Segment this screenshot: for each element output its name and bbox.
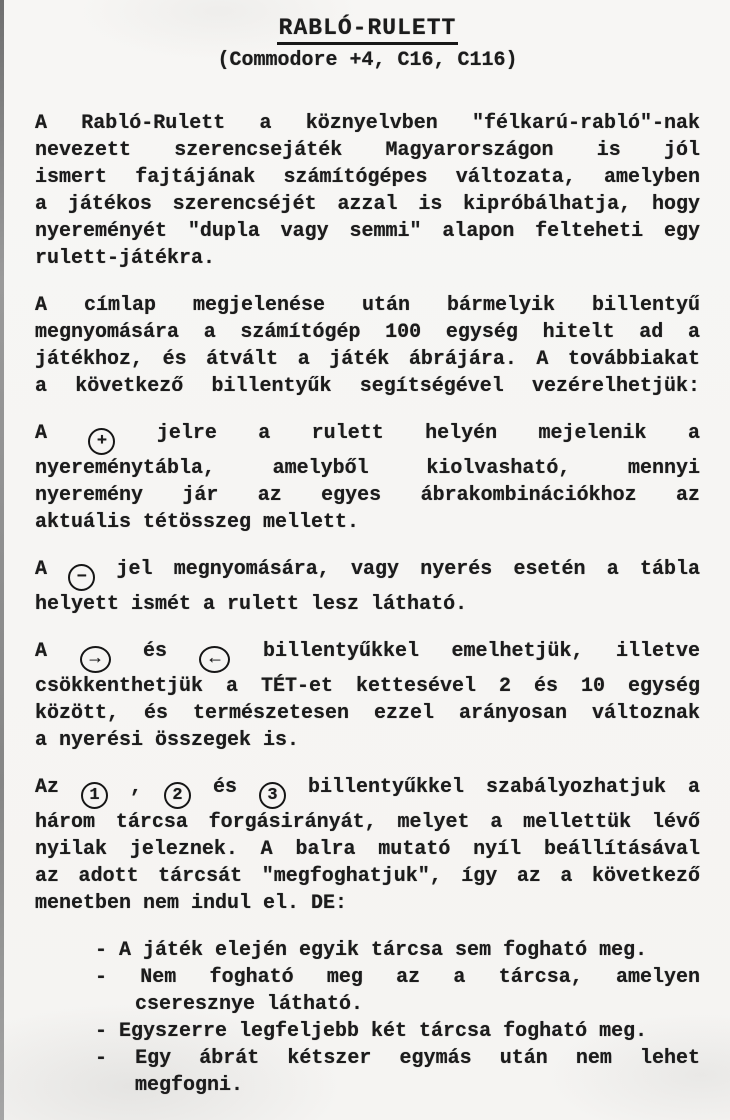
page-subtitle: (Commodore +4, C16, C116) bbox=[217, 49, 518, 72]
document-page bbox=[35, 14, 700, 1119]
text-line: nyilak jeleznek. A balra mutató nyíl beállításával bbox=[35, 837, 700, 861]
text-line: a nyerési összegek is. bbox=[35, 728, 300, 752]
text-line: megnyomására a számítógép 100 egység hitelt ad a bbox=[35, 321, 700, 344]
text-line: nyereménytábla, amelyből kiolvasható, mennyi bbox=[35, 457, 700, 480]
text-line: a játékos szerencséjét azzal is kipróbálhatja, hogy bbox=[35, 193, 700, 216]
scan-edge-shadow bbox=[0, 0, 4, 1120]
text-line: aktuális tétösszeg mellett. bbox=[35, 511, 360, 534]
text-line: nevezett szerencsejáték Magyarországon is jól bbox=[35, 139, 700, 162]
text-line: A + jelre a rulett helyén mejelenik a bbox=[35, 420, 700, 455]
rules-list bbox=[35, 937, 700, 1099]
text-line: az adott tárcsát "megfoghatjuk", így az a következő bbox=[35, 864, 700, 888]
arrow-keys-paragraph bbox=[35, 638, 700, 754]
text-line: Az 1 , 2 és 3 billentyűkkel szabályozhatjuk a bbox=[35, 774, 700, 809]
key-1-icon: 1 bbox=[81, 782, 108, 809]
text-line: nyereményét "dupla vagy semmi" alapon felteheti egy bbox=[35, 220, 700, 243]
intro-paragraph bbox=[35, 110, 700, 272]
text-line: cseresznye látható. bbox=[135, 992, 364, 1016]
text-line: A címlap megjelenése után bármelyik billentyű bbox=[35, 294, 700, 317]
text-line: - Nem fogható meg az a tárcsa, amelyen bbox=[95, 965, 700, 989]
text-line: ismert fajtájának számítógépes változata, amelyben bbox=[35, 166, 700, 189]
text-line: játékhoz, és átvált a játék ábrájára. A továbbiakat bbox=[35, 348, 700, 371]
reel-keys-paragraph bbox=[35, 774, 700, 917]
text-line: A → és ← billentyűkkel emelhetjük, illetve bbox=[35, 638, 700, 673]
key-3-icon: 3 bbox=[259, 782, 286, 809]
plus-key-paragraph bbox=[35, 420, 700, 536]
minus-key-paragraph bbox=[35, 556, 700, 618]
text-line: nyeremény jár az egyes ábrakombinációkhoz az bbox=[35, 484, 700, 507]
key-2-icon: 2 bbox=[164, 782, 191, 809]
text-line: - Egyszerre legfeljebb két tárcsa fogható meg. bbox=[95, 1019, 648, 1043]
minus-key-icon: − bbox=[68, 564, 95, 591]
right-arrow-key-icon: → bbox=[80, 646, 111, 673]
page-title: RABLÓ-RULETT bbox=[277, 14, 459, 45]
left-arrow-key-icon: ← bbox=[199, 646, 230, 673]
text-line: A − jel megnyomására, vagy nyerés esetén a tábla bbox=[35, 556, 700, 591]
text-line: rulett-játékra. bbox=[35, 247, 216, 270]
document-body bbox=[35, 110, 700, 1099]
text-line: három tárcsa forgásirányát, melyet a mellettük lévő bbox=[35, 810, 700, 834]
text-line: között, és természetesen ezzel arányosan változnak bbox=[35, 701, 700, 725]
text-line: A Rabló-Rulett a köznyelvben "félkarú-rabló"-nak bbox=[35, 112, 700, 135]
text-line: menetben nem indul el. DE: bbox=[35, 891, 348, 915]
title-row bbox=[35, 14, 700, 45]
text-line: a következő billentyűk segítségével vezérelhetjük: bbox=[35, 375, 700, 398]
text-line: megfogni. bbox=[135, 1073, 244, 1097]
text-line: - Egy ábrát kétszer egymás után nem lehet bbox=[95, 1046, 700, 1070]
credit-paragraph bbox=[35, 292, 700, 400]
text-line: - A játék elején egyik tárcsa sem fogható meg. bbox=[95, 938, 648, 962]
text-line: helyett ismét a rulett lesz látható. bbox=[35, 593, 468, 616]
plus-key-icon: + bbox=[88, 428, 115, 455]
text-line: csökkenthetjük a TÉT-et kettesével 2 és 10 egység bbox=[35, 674, 700, 698]
